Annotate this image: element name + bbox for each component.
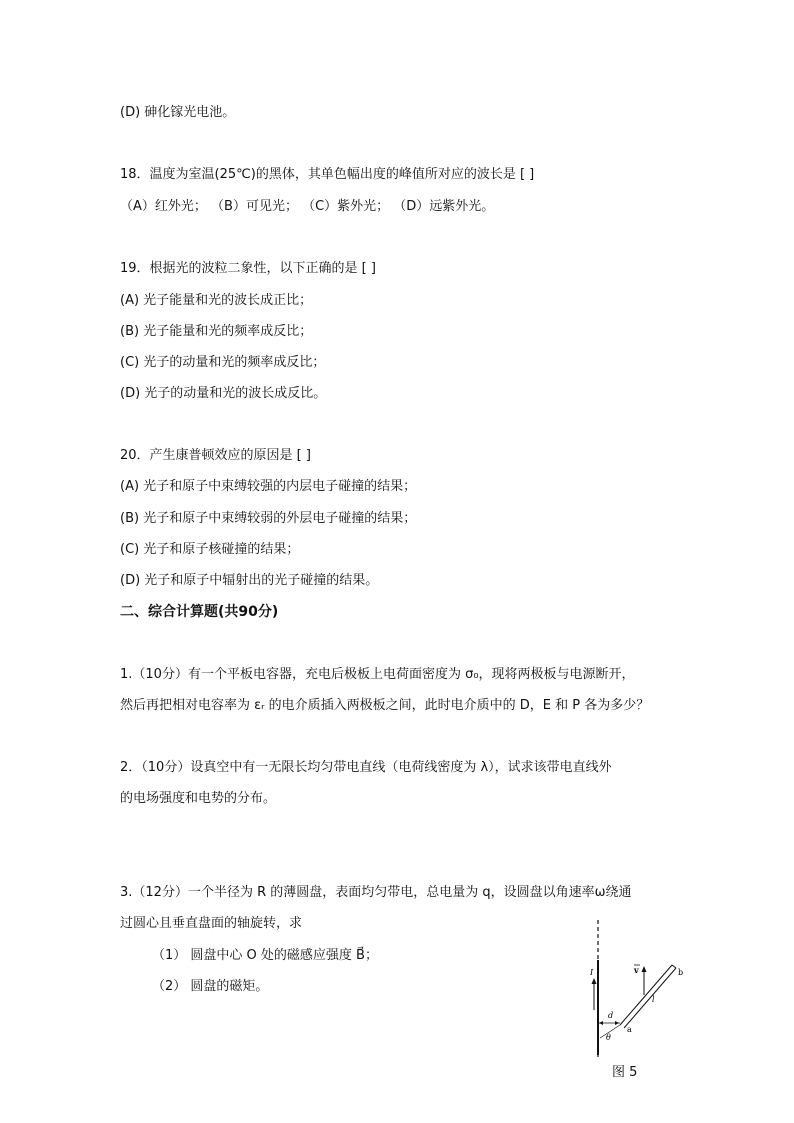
question-19-option-a: (A) 光子能量和光的波长成正比； bbox=[120, 293, 313, 308]
question-19-option-b: (B) 光子能量和光的频率成反比； bbox=[120, 324, 313, 339]
question-20-option-a: (A) 光子和原子中束缚较强的内层电子碰撞的结果； bbox=[120, 479, 417, 494]
problem-2-line-1: 2．（10分）设真空中有一无限长均匀带电直线（电荷线密度为 λ），试求该带电直线外 bbox=[120, 760, 612, 775]
question-20-option-d: (D) 光子和原子中辐射出的光子碰撞的结果。 bbox=[120, 573, 379, 588]
moving-rod-edge-2 bbox=[624, 968, 676, 1028]
label-b: b bbox=[678, 968, 684, 977]
label-velocity: v bbox=[634, 965, 639, 975]
distance-arrow-right bbox=[615, 1021, 619, 1025]
problem-1-line-1: 1.（10分）有一个平板电容器，充电后极板上电荷面密度为 σ₀，现将两极板与电源断开， bbox=[120, 667, 635, 682]
figure-caption: 图 5 bbox=[612, 1065, 638, 1080]
question-19-option-d: (D) 光子的动量和光的波长成反比。 bbox=[120, 386, 327, 401]
velocity-arrow-head bbox=[642, 966, 647, 972]
problem-2-line-2: 的电场强度和电势的分布。 bbox=[120, 791, 277, 806]
question-20: 20．产生康普顿效应的原因是 [ ] bbox=[120, 448, 311, 463]
problem-3-line-2: 过圆心且垂直盘面的轴旋转，求 bbox=[120, 916, 303, 931]
label-d: d bbox=[608, 1011, 614, 1020]
question-19: 19．根据光的波粒二象性，以下正确的是 [ ] bbox=[120, 261, 376, 276]
question-19-option-c: (C) 光子的动量和光的频率成反比； bbox=[120, 355, 326, 370]
question-20-option-b: (B) 光子和原子中束缚较弱的外层电子碰撞的结果； bbox=[120, 511, 417, 526]
section-heading: 二、综合计算题(共90分) bbox=[120, 604, 279, 620]
distance-arrow-left bbox=[599, 1021, 603, 1025]
moving-rod-edge-1 bbox=[620, 965, 672, 1025]
rod-end-cap bbox=[672, 965, 676, 968]
label-theta: θ bbox=[606, 1033, 611, 1042]
problem-1-line-2: 然后再把相对电容率为 εᵣ 的电介质插入两极板之间，此时电介质中的 D，E 和 P 各为多少？ bbox=[120, 698, 650, 713]
question-18: 18．温度为室温(25℃)的黑体，其单色幅出度的峰值所对应的波长是 [ ] bbox=[120, 167, 535, 182]
problem-3-part-2: （2） 圆盘的磁矩。 bbox=[152, 979, 269, 994]
question-18-options: （A）红外光； （B）可见光； （C）紫外光； （D）远紫外光。 bbox=[120, 199, 495, 214]
option-d-line-17: (D) 砷化镓光电池。 bbox=[120, 105, 236, 120]
label-a: a bbox=[627, 1025, 632, 1034]
current-arrow-head bbox=[592, 978, 597, 984]
label-l: l bbox=[652, 995, 655, 1004]
label-current: I bbox=[590, 968, 594, 977]
figure-5-diagram bbox=[580, 920, 700, 1090]
problem-3-line-1: 3.（12分）一个半径为 R 的薄圆盘，表面均匀带电，总电量为 q，设圆盘以角速率ω绕通 bbox=[120, 885, 632, 900]
question-20-option-c: (C) 光子和原子核碰撞的结果； bbox=[120, 542, 300, 557]
problem-3-part-1: （1） 圆盘中心 O 处的磁感应强度 B⃗； bbox=[152, 948, 378, 963]
